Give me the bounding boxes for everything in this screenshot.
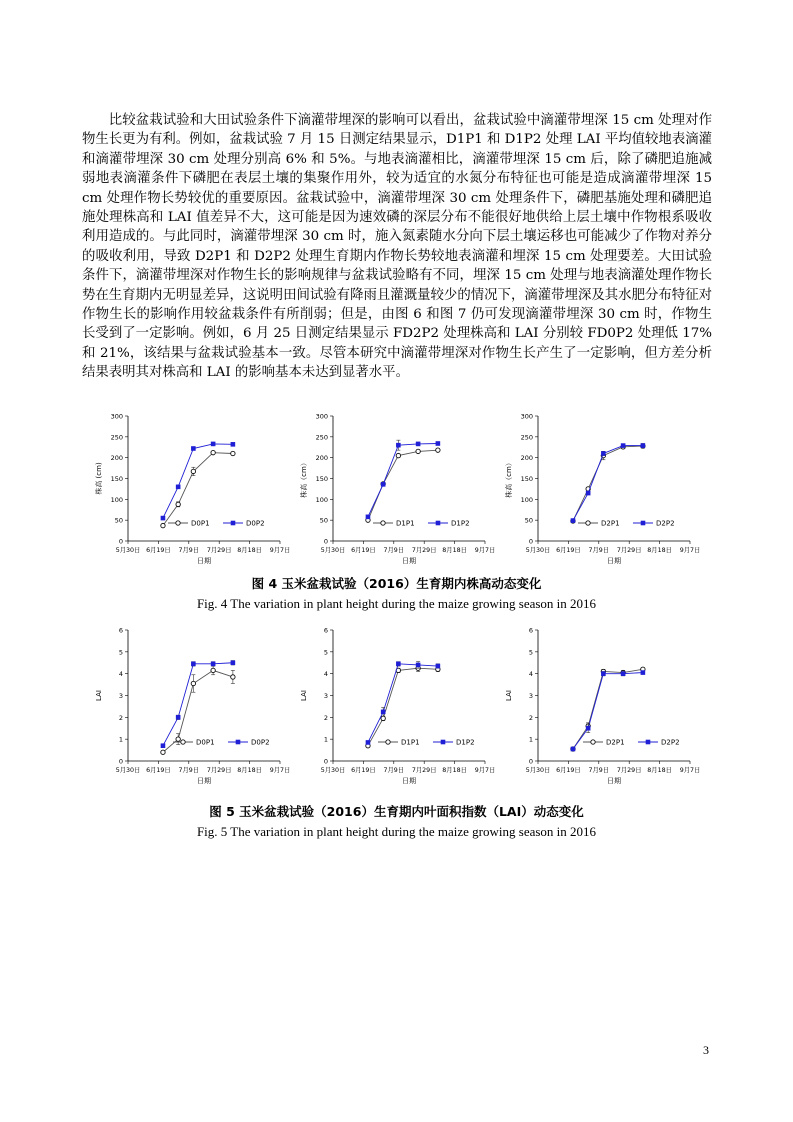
fig4-chart-d1 [287, 407, 502, 572]
x-tick-label: 7月29日 [411, 767, 437, 774]
fig4-caption-zh: 图 4 玉米盆栽试验（2016）生育期内株高动态变化 [251, 576, 542, 591]
legend-marker [646, 740, 651, 745]
x-tick-label: 7月9日 [178, 547, 200, 554]
y-tick-label: 0 [118, 537, 123, 546]
x-tick-label: 5月30日 [320, 547, 346, 554]
x-tick-label: 9月7日 [679, 547, 701, 554]
x-tick-label: 5月30日 [115, 547, 141, 554]
y-axis-label: LAI [505, 690, 513, 701]
fig4-caption-en: Fig. 4 The variation in plant height during the maize growing season in 2016 [196, 596, 597, 611]
x-tick-label: 7月9日 [383, 547, 405, 554]
data-point-D0P2 [176, 485, 181, 490]
data-point-D0P2 [211, 442, 216, 447]
x-tick-label: 8月18日 [442, 767, 467, 774]
x-tick-label: 8月18日 [237, 767, 262, 774]
x-tick-label: 9月7日 [269, 767, 291, 774]
x-tick-label: 6月19日 [146, 767, 171, 774]
y-tick-label: 150 [315, 475, 328, 483]
fig5-chart-d0 [82, 621, 297, 789]
legend-marker [641, 521, 646, 526]
x-tick-label: 7月29日 [206, 767, 232, 774]
y-tick-label: 3 [118, 692, 123, 700]
data-point-D2P2 [641, 670, 646, 675]
x-tick-label: 7月29日 [616, 767, 642, 774]
y-tick-label: 50 [524, 516, 533, 525]
x-tick-label: 7月9日 [588, 547, 610, 554]
data-point-D0P1 [176, 502, 180, 506]
y-axis-label: 株高 (cm) [95, 462, 103, 495]
x-tick-label: 6月19日 [351, 767, 376, 774]
data-point-D1P2 [396, 662, 401, 667]
data-point-D1P2 [381, 710, 386, 715]
y-tick-label: 250 [315, 433, 328, 442]
data-point-D0P1 [176, 737, 180, 741]
data-point-D0P1 [161, 750, 165, 754]
fig4-chart-d0 [82, 407, 297, 572]
data-point-D0P1 [161, 523, 165, 527]
x-tick-label: 6月19日 [556, 767, 581, 774]
data-point-D2P2 [571, 747, 576, 752]
y-tick-label: 1 [323, 735, 328, 744]
fig5-chart-d2 [492, 621, 707, 789]
data-point-D0P2 [161, 743, 166, 748]
x-tick-label: 5月30日 [525, 547, 551, 554]
y-tick-label: 0 [528, 537, 533, 546]
x-tick-label: 9月7日 [474, 547, 496, 554]
y-tick-label: 5 [118, 648, 123, 657]
legend-label-D0P1: D0P1 [191, 519, 210, 528]
legend-label-D0P2: D0P2 [251, 738, 270, 747]
legend-label-D2P1: D2P1 [606, 738, 625, 747]
x-tick-label: 8月18日 [442, 547, 467, 554]
x-axis-label: 日期 [197, 557, 211, 565]
x-tick-label: 9月7日 [474, 767, 496, 774]
y-tick-label: 0 [118, 757, 123, 766]
data-point-D0P2 [191, 662, 196, 667]
y-tick-label: 4 [528, 670, 533, 679]
x-axis-label: 日期 [197, 777, 211, 785]
y-tick-label: 2 [118, 713, 123, 722]
data-point-D1P2 [396, 443, 401, 448]
data-point-D2P2 [601, 451, 606, 456]
legend-marker [386, 740, 390, 744]
y-tick-label: 50 [319, 516, 328, 525]
y-axis-label: 株高（cm） [505, 459, 513, 498]
data-point-D0P1 [231, 451, 235, 455]
y-tick-label: 200 [520, 454, 533, 463]
x-tick-label: 8月18日 [647, 767, 672, 774]
y-tick-label: 100 [315, 495, 328, 504]
x-tick-label: 7月29日 [411, 547, 437, 554]
y-tick-label: 4 [118, 670, 123, 679]
data-point-D0P2 [231, 442, 236, 447]
data-point-D0P2 [191, 446, 196, 451]
data-point-D1P1 [396, 453, 400, 457]
legend-marker [236, 740, 241, 745]
data-point-D1P2 [381, 482, 386, 487]
y-tick-label: 0 [323, 757, 328, 766]
series-line-D1P2 [368, 664, 438, 743]
x-tick-label: 8月18日 [647, 547, 672, 554]
y-tick-label: 2 [528, 713, 533, 722]
data-point-D2P2 [601, 671, 606, 676]
x-tick-label: 5月30日 [115, 767, 141, 774]
legend-label-D1P2: D1P2 [451, 519, 470, 528]
data-point-D1P2 [366, 740, 371, 745]
legend-marker [591, 740, 595, 744]
y-tick-label: 100 [520, 495, 533, 504]
x-axis-label: 日期 [402, 557, 416, 565]
y-axis-label: 株高（cm） [300, 459, 308, 498]
data-point-D1P1 [381, 716, 385, 720]
x-tick-label: 6月19日 [556, 547, 581, 554]
y-tick-label: 200 [315, 454, 328, 463]
data-point-D0P1 [231, 675, 235, 679]
legend-marker [436, 521, 441, 526]
y-tick-label: 300 [110, 412, 123, 421]
legend-label-D1P1: D1P1 [401, 738, 420, 747]
data-point-D2P2 [586, 726, 591, 731]
y-axis-label: LAI [95, 690, 103, 701]
x-tick-label: 7月9日 [588, 767, 610, 774]
y-tick-label: 0 [528, 757, 533, 766]
legend-label-D1P1: D1P1 [396, 519, 415, 528]
legend-marker [586, 521, 590, 525]
legend-label-D1P2: D1P2 [456, 738, 475, 747]
legend-label-D0P1: D0P1 [196, 738, 215, 747]
y-tick-label: 4 [323, 670, 328, 679]
y-tick-label: 300 [315, 412, 328, 421]
data-point-D1P2 [436, 664, 441, 669]
series-line-D0P1 [163, 453, 233, 526]
x-tick-label: 8月18日 [237, 547, 262, 554]
x-tick-label: 5月30日 [320, 767, 346, 774]
series-line-D0P2 [163, 444, 233, 518]
legend-label-D0P2: D0P2 [246, 519, 265, 528]
y-tick-label: 1 [528, 735, 533, 744]
series-line-D1P1 [368, 450, 438, 520]
y-tick-label: 6 [323, 626, 328, 635]
data-point-D1P2 [436, 441, 441, 446]
y-tick-label: 2 [323, 713, 328, 722]
data-point-D0P1 [211, 450, 215, 454]
series-line-D2P1 [573, 669, 643, 749]
data-point-D0P2 [176, 715, 181, 720]
fig5-caption-zh: 图 5 玉米盆栽试验（2016）生育期内叶面积指数（LAI）动态变化 [209, 804, 584, 819]
fig4-chart-d2 [492, 407, 707, 572]
fig5-caption-en: Fig. 5 The variation in plant height during the maize growing season in 2016 [196, 824, 597, 839]
x-tick-label: 7月9日 [383, 767, 405, 774]
x-axis-label: 日期 [607, 777, 621, 785]
data-point-D0P2 [161, 516, 166, 521]
data-point-D0P1 [191, 469, 195, 473]
data-point-D1P2 [416, 442, 421, 447]
x-tick-label: 5月30日 [525, 767, 551, 774]
data-point-D1P1 [416, 449, 420, 453]
y-tick-label: 150 [110, 475, 123, 483]
y-tick-label: 250 [520, 433, 533, 442]
data-point-D1P2 [416, 663, 421, 668]
x-tick-label: 6月19日 [351, 547, 376, 554]
page-number: 3 [703, 1043, 709, 1057]
data-point-D0P1 [191, 681, 195, 685]
data-point-D2P2 [586, 491, 591, 496]
y-axis-label: LAI [300, 690, 308, 701]
y-tick-label: 150 [520, 475, 533, 483]
legend-marker [381, 521, 385, 525]
data-point-D2P2 [621, 671, 626, 676]
x-axis-label: 日期 [607, 557, 621, 565]
legend-marker [181, 740, 185, 744]
y-tick-label: 6 [118, 626, 123, 635]
x-tick-label: 7月29日 [616, 547, 642, 554]
x-tick-label: 7月29日 [206, 547, 232, 554]
y-tick-label: 3 [323, 692, 328, 700]
y-tick-label: 100 [110, 495, 123, 504]
data-point-D2P2 [641, 443, 646, 448]
y-tick-label: 250 [110, 433, 123, 442]
series-line-D2P2 [573, 446, 643, 521]
x-axis-label: 日期 [402, 777, 416, 785]
legend-marker [441, 740, 446, 745]
x-tick-label: 9月7日 [269, 547, 291, 554]
body-paragraph: 比较盆栽试验和大田试验条件下滴灌带埋深的影响可以看出，盆栽试验中滴灌带埋深 15 cm 处理对作物生长更为有利。例如，盆栽试验 7 月 15 日测定结果显示，D1P1 和 D1P2 处理 LAI 平均值较地表滴灌和滴灌带埋深 30 cm 处理分别高 6% 和 5%。与地表滴灌相比，滴灌带埋深 15 cm 后，除了磷肥追施减弱地表滴灌条件下磷肥在表层土壤的集聚作用外，较为适宜的水氮分布特征也可能是造成滴灌带埋深 15 cm 处理作物长势较优的重要原因。盆栽试验中，滴灌带埋深 30 cm 处理条件下，磷肥基施处理和磷肥追施处理株高和 LAI 值差异不大，这可能是因为速效磷的深层分布不能很好地供给上层土壤中作物根系吸收利用造成的。与此同时，滴灌带埋深 30 cm 时，施入氮素随水分向下层土壤运移也可能减少了作物对养分的吸收利用，导致 D2P1 和 D2P2 处理生育期内作物长势较地表滴灌和埋深 15 cm 处理要差。大田试验条件下，滴灌带埋深对作物生长的影响规律与盆栽试验略有不同，埋深 15 cm 处理与地表滴灌处理作物长势在生育期内无明显差异，这说明田间试验有降雨且灌溉量较少的情况下，滴灌带埋深及其水肥分布特征对作物生长的影响作用较盆栽条件有所削弱；但是，由图 6 和图 7 仍可发现滴灌带埋深 30 cm 时，作物生长受到了一定影响。例如，6 月 25 日测定结果显示 FD2P2 处理株高和 LAI 分别较 FD0P2 处理低 17% 和 21%，该结果与盆栽试验基本一致。尽管本研究中滴灌带埋深对作物生长产生了一定影响，但方差分析结果表明其对株高和 LAI 的影响基本未达到显著水平。 [82, 113, 712, 381]
y-tick-label: 5 [528, 648, 533, 657]
fig5-chart-d1 [287, 621, 502, 789]
y-tick-label: 3 [528, 692, 533, 700]
data-point-D0P2 [211, 662, 216, 667]
legend-marker [231, 521, 236, 526]
data-point-D0P2 [231, 660, 236, 665]
y-tick-label: 5 [323, 648, 328, 657]
data-point-D1P1 [436, 448, 440, 452]
series-line-D1P1 [368, 668, 438, 746]
data-point-D0P1 [211, 668, 215, 672]
series-line-D2P1 [573, 446, 643, 521]
y-tick-label: 1 [118, 735, 123, 744]
series-line-D0P2 [163, 663, 233, 746]
data-point-D2P2 [571, 518, 576, 523]
y-tick-label: 300 [520, 412, 533, 421]
legend-label-D2P2: D2P2 [661, 738, 680, 747]
x-tick-label: 9月7日 [679, 767, 701, 774]
y-tick-label: 6 [528, 626, 533, 635]
x-tick-label: 6月19日 [146, 547, 171, 554]
data-point-D1P2 [366, 515, 371, 520]
y-tick-label: 50 [114, 516, 123, 525]
legend-label-D2P2: D2P2 [656, 519, 675, 528]
legend-label-D2P1: D2P1 [601, 519, 620, 528]
data-point-D2P2 [621, 443, 626, 448]
y-tick-label: 200 [110, 454, 123, 463]
legend-marker [176, 521, 180, 525]
y-tick-label: 0 [323, 537, 328, 546]
x-tick-label: 7月9日 [178, 767, 200, 774]
